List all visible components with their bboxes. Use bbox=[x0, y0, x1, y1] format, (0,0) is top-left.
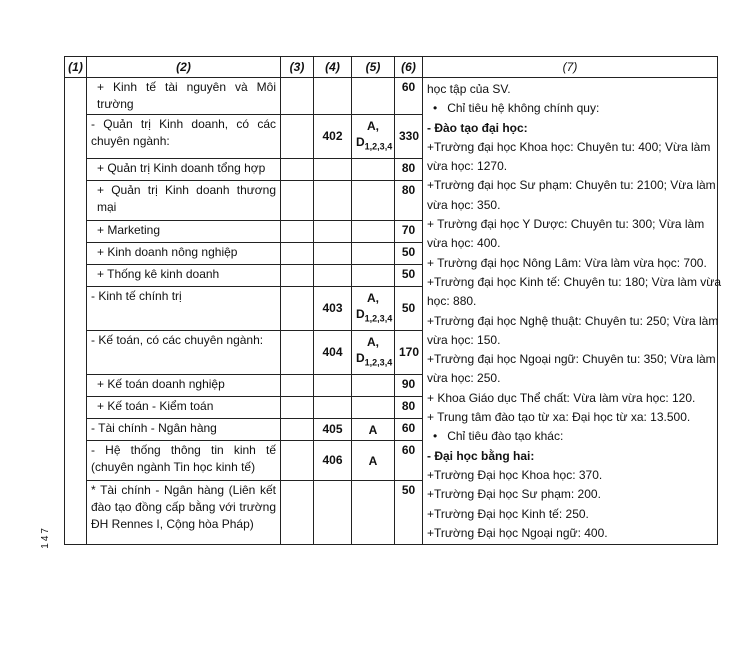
empty-cell bbox=[281, 159, 314, 181]
header-row bbox=[65, 57, 718, 78]
quota-value: 80 bbox=[395, 159, 423, 181]
program-code bbox=[314, 78, 352, 115]
program-code bbox=[314, 243, 352, 265]
program-name: + Kế toán - Kiểm toán bbox=[87, 397, 281, 419]
exam-block-text: A, $D_{1,2,3,4}$ bbox=[356, 335, 393, 368]
exam-blocks bbox=[352, 159, 395, 181]
note-line: + Trung tâm đào tạo từ xa: Đại học từ xa: 13.500. bbox=[427, 410, 691, 425]
program-code bbox=[314, 265, 352, 287]
note-line: + Khoa Giáo dục Thể chất: Vừa làm vừa học: 120. bbox=[427, 390, 696, 405]
quota-value: 170 bbox=[395, 331, 423, 375]
quota-value: 70 bbox=[395, 221, 423, 243]
program-name: + Quản trị Kinh doanh tổng hợp bbox=[87, 159, 281, 181]
exam-blocks bbox=[352, 441, 395, 481]
note-line: • Chỉ tiêu đào tạo khác: bbox=[427, 427, 713, 446]
program-name: - Kế toán, có các chuyên ngành: bbox=[87, 331, 281, 375]
program-name: + Thống kê kinh doanh bbox=[87, 265, 281, 287]
program-name: + Kinh doanh nông nghiệp bbox=[87, 243, 281, 265]
quota-value: 50 bbox=[395, 265, 423, 287]
quota-value: 50 bbox=[395, 481, 423, 545]
note-line: +Trường đại học Ngoại ngữ: Chuyên tu: 350; Vừa làm bbox=[427, 352, 716, 367]
program-name: + Marketing bbox=[87, 221, 281, 243]
note-line: +Trường Đại học Khoa học: 370. bbox=[427, 467, 603, 482]
column-header: (7) bbox=[423, 57, 718, 78]
empty-cell bbox=[281, 287, 314, 331]
exam-blocks bbox=[352, 481, 395, 545]
note-line: vừa học: 250. bbox=[427, 371, 501, 386]
note-line: học tập của SV. bbox=[427, 82, 511, 96]
program-code: 406 bbox=[314, 441, 352, 481]
column-header: (4) bbox=[314, 57, 352, 78]
quota-value: 50 bbox=[395, 287, 423, 331]
table-row bbox=[65, 78, 718, 115]
empty-cell bbox=[281, 419, 314, 441]
quota-value: 90 bbox=[395, 375, 423, 397]
program-name: - Quản trị Kinh doanh, có các chuyên ngành: bbox=[87, 115, 281, 159]
quota-value: 330 bbox=[395, 115, 423, 159]
exam-block-text: A bbox=[368, 422, 378, 437]
note-line: vừa học: 350. bbox=[427, 197, 501, 212]
exam-block-text: A bbox=[368, 453, 378, 468]
empty-cell bbox=[281, 397, 314, 419]
program-code bbox=[314, 397, 352, 419]
note-line: +Trường đại học Nghệ thuật: Chuyên tu: 250; Vừa làm bbox=[427, 313, 719, 328]
empty-cell bbox=[281, 331, 314, 375]
program-code bbox=[314, 159, 352, 181]
program-name: - Kinh tế chính trị bbox=[87, 287, 281, 331]
program-code: 405 bbox=[314, 419, 352, 441]
notes-cell bbox=[423, 78, 722, 545]
exam-blocks bbox=[352, 78, 395, 115]
column-header: (5) bbox=[352, 57, 395, 78]
exam-blocks bbox=[352, 181, 395, 221]
empty-cell bbox=[281, 243, 314, 265]
note-line: +Trường đại học Khoa học: Chuyên tu: 400; Vừa làm bbox=[427, 139, 711, 154]
empty-cell bbox=[281, 375, 314, 397]
note-line: +Trường đại học Sư phạm: Chuyên tu: 2100; Vừa làm bbox=[427, 178, 716, 193]
exam-block-text: A, $D_{1,2,3,4}$ bbox=[356, 119, 393, 152]
program-name: + Kinh tế tài nguyên và Môi trường bbox=[87, 78, 281, 115]
note-line: học: 880. bbox=[427, 294, 477, 309]
column-header: (1) bbox=[65, 57, 87, 78]
program-name: + Quản trị Kinh doanh thương mại bbox=[87, 181, 281, 221]
empty-cell bbox=[281, 441, 314, 481]
empty-cell bbox=[281, 221, 314, 243]
program-code: 403 bbox=[314, 287, 352, 331]
program-code: 404 bbox=[314, 331, 352, 375]
empty-cell bbox=[281, 115, 314, 159]
note-line: • Chỉ tiêu hệ không chính quy: bbox=[427, 99, 713, 118]
note-line: vừa học: 1270. bbox=[427, 159, 508, 174]
admission-quota-table bbox=[64, 56, 722, 545]
quota-value: 80 bbox=[395, 397, 423, 419]
note-line: + Trường đại học Nông Lâm: Vừa làm vừa học: 700. bbox=[427, 255, 707, 270]
note-line: +Trường Đại học Sư phạm: 200. bbox=[427, 487, 601, 502]
exam-blocks bbox=[352, 397, 395, 419]
program-name: + Kế toán doanh nghiệp bbox=[87, 375, 281, 397]
program-name: - Tài chính - Ngân hàng bbox=[87, 419, 281, 441]
exam-blocks bbox=[352, 419, 395, 441]
program-code bbox=[314, 221, 352, 243]
empty-cell bbox=[281, 481, 314, 545]
note-line: +Trường Đại học Ngoại ngữ: 400. bbox=[427, 525, 608, 540]
exam-blocks bbox=[352, 287, 395, 331]
note-line: - Đại học bằng hai: bbox=[427, 448, 535, 463]
note-line: +Trường đại học Kinh tế: Chuyên tu: 180; Vừa làm vừa bbox=[427, 274, 722, 289]
exam-blocks bbox=[352, 265, 395, 287]
program-code bbox=[314, 481, 352, 545]
note-line: vừa học: 150. bbox=[427, 332, 501, 347]
empty-cell bbox=[281, 181, 314, 221]
index-cell bbox=[65, 78, 87, 545]
exam-blocks bbox=[352, 375, 395, 397]
exam-blocks bbox=[352, 331, 395, 375]
note-line: vừa học: 400. bbox=[427, 236, 501, 251]
quota-value: 80 bbox=[395, 181, 423, 221]
program-name: * Tài chính - Ngân hàng (Liên kết đào tạo đồng cấp bằng với trường ĐH Rennes I, Cộng hòa Pháp) bbox=[87, 481, 281, 545]
quota-value: 60 bbox=[395, 419, 423, 441]
quota-value: 60 bbox=[395, 441, 423, 481]
note-line: + Trường đại học Y Dược: Chuyên tu: 300; Vừa làm bbox=[427, 217, 705, 232]
program-name: - Hệ thống thông tin kinh tế (chuyên ngành Tin học kinh tế) bbox=[87, 441, 281, 481]
program-code: 402 bbox=[314, 115, 352, 159]
column-header: (2) bbox=[87, 57, 281, 78]
program-code bbox=[314, 375, 352, 397]
empty-cell bbox=[281, 78, 314, 115]
exam-block-text: A, $D_{1,2,3,4}$ bbox=[356, 291, 393, 324]
empty-cell bbox=[281, 265, 314, 287]
exam-blocks bbox=[352, 115, 395, 159]
note-line: - Đào tạo đại học: bbox=[427, 120, 528, 135]
exam-blocks bbox=[352, 243, 395, 265]
program-code bbox=[314, 181, 352, 221]
note-line: +Trường Đại học Kinh tế: 250. bbox=[427, 506, 589, 521]
column-header: (3) bbox=[281, 57, 314, 78]
column-header: (6) bbox=[395, 57, 423, 78]
quota-value: 60 bbox=[395, 78, 423, 115]
quota-value: 50 bbox=[395, 243, 423, 265]
page-number: 147 bbox=[40, 526, 51, 549]
exam-blocks bbox=[352, 221, 395, 243]
